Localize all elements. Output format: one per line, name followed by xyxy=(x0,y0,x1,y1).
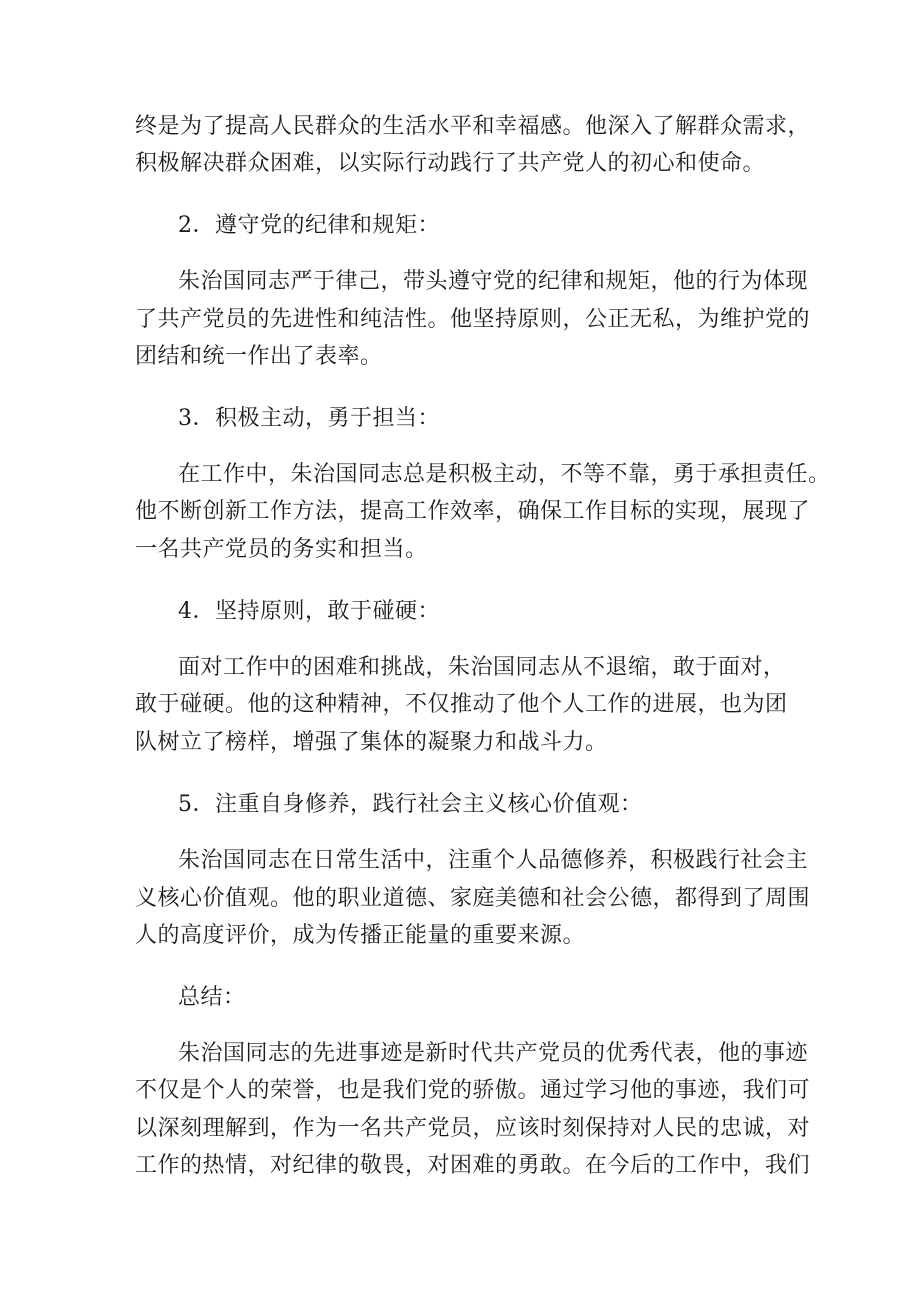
section-4-heading: 4．坚持原则，敢于碰硬： xyxy=(178,599,440,624)
section-4-line-3: 队树立了榜样，增强了集体的凝聚力和战斗力。 xyxy=(135,730,608,755)
section-3-line-1: 在工作中，朱治国同志总是积极主动，不等不靠，勇于承担责任。 xyxy=(178,462,831,487)
section-2-line-3: 团结和统一作出了表率。 xyxy=(135,344,383,369)
section-4-line-2: 敢于碰硬。他的这种精神，不仅推动了他个人工作的进展，也为团 xyxy=(135,692,788,717)
summary-line-1: 朱治国同志的先进事迹是新时代共产党员的优秀代表，他的事迹 xyxy=(178,1041,809,1066)
intro-line-2: 积极解决群众困难，以实际行动践行了共产党人的初心和使命。 xyxy=(135,151,766,176)
section-5-heading: 5．注重自身修养，践行社会主义核心价值观： xyxy=(178,792,643,817)
section-2-line-2: 了共产党员的先进性和纯洁性。他坚持原则，公正无私，为维护党的 xyxy=(135,307,811,332)
summary-line-2: 不仅是个人的荣誉，也是我们党的骄傲。通过学习他的事迹，我们可 xyxy=(135,1078,811,1103)
section-5-line-1: 朱治国同志在日常生活中，注重个人品德修养，积极践行社会主 xyxy=(178,848,809,873)
intro-line-1: 终是为了提高人民群众的生活水平和幸福感。他深入了解群众需求， xyxy=(135,114,811,139)
summary-line-4: 工作的热情，对纪律的敬畏，对困难的勇敢。在今后的工作中，我们 xyxy=(135,1153,811,1178)
section-2-line-1: 朱治国同志严于律己，带头遵守党的纪律和规矩，他的行为体现 xyxy=(178,269,809,294)
summary-heading: 总结： xyxy=(178,985,246,1010)
section-3-heading: 3．积极主动，勇于担当： xyxy=(178,406,440,431)
section-5-line-3: 人的高度评价，成为传播正能量的重要来源。 xyxy=(135,923,586,948)
section-3-line-3: 一名共产党员的务实和担当。 xyxy=(135,537,428,562)
summary-line-3: 以深刻理解到，作为一名共产党员，应该时刻保持对人民的忠诚，对 xyxy=(135,1116,811,1141)
section-5-line-2: 义核心价值观。他的职业道德、家庭美德和社会公德，都得到了周围 xyxy=(135,886,811,911)
section-2-heading: 2．遵守党的纪律和规矩： xyxy=(178,213,440,238)
section-3-line-2: 他不断创新工作方法，提高工作效率，确保工作目标的实现，展现了 xyxy=(135,499,811,524)
section-4-line-1: 面对工作中的困难和挑战，朱治国同志从不退缩，敢于面对， xyxy=(178,655,786,680)
